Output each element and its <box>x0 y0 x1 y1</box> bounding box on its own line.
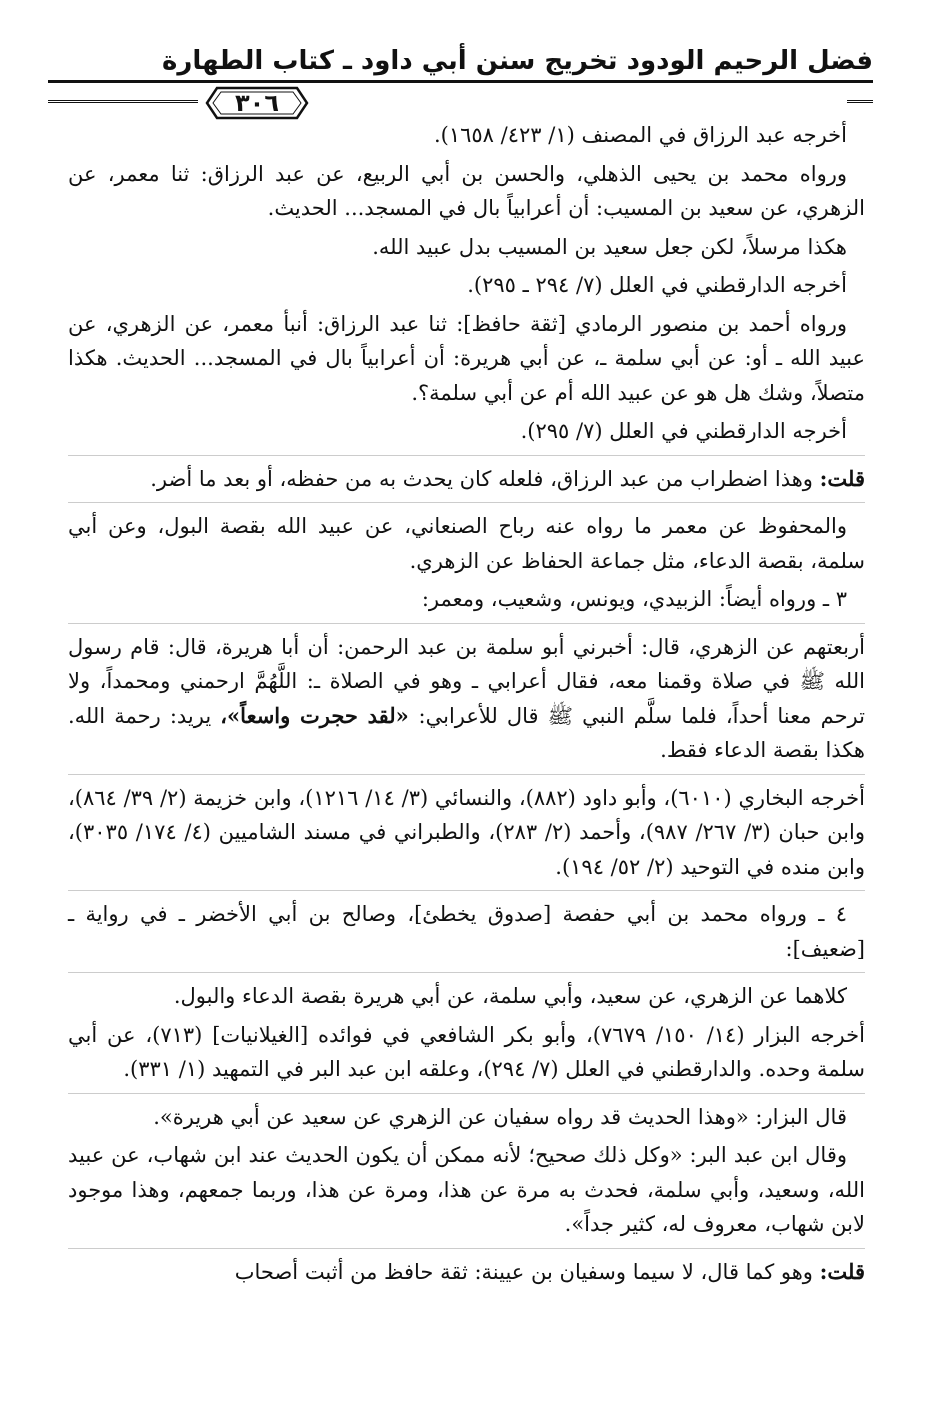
paragraph-11: أخرجه البخاري (٦٠١٠)، وأبو داود (٨٨٢)، والنسائي (٣/ ١٤/ ١٢١٦)، وابن خزيمة (٢/ ٣٩/ ٨٦٤)، وابن حبان (٣/ ٢٦٧/ ٩٨٧)، وأحمد (٢/ ٢٨٣)، والطبراني في مسند الشاميين (٤/ ١٧٤/ ٣٠٣٥)، وابن منده في التوحيد (٢/ ٥٢/ ١٩٤). <box>68 785 865 879</box>
divider <box>68 1248 865 1249</box>
header-rule-left <box>48 100 198 106</box>
divider <box>68 455 865 456</box>
paragraph-10-text: أربعتهم عن الزهري، قال: أخبرني أبو سلمة بن عبد الرحمن: أن أبا هريرة، قال: قام رسول الله ﷺ في صلاة وقمنا معه، فقال أعرابي ـ وهو في الصلاة ـ: اللَّهُمَّ ارحمني ومحمداً، ولا ترحم معنا أحداً، فلما سلَّم النبي ﷺ قال للأعرابي: <box>68 634 865 728</box>
divider <box>68 972 865 973</box>
paragraph-4: أخرجه الدارقطني في العلل (٧/ ٢٩٤ ـ ٢٩٥). <box>467 273 847 297</box>
paragraph-2: ورواه محمد بن يحيى الذهلي، والحسن بن أبي الربيع، عن عبد الرزاق: ثنا معمر، عن الزهري، عن سعيد بن المسيب: أن أعرابياً بال في المسجد... الحديث. <box>68 161 865 220</box>
paragraph-17-text: وهو كما قال، لا سيما وسفيان بن عيينة: ثقة حافظ من أثبت أصحاب <box>234 1259 820 1284</box>
page-body <box>68 118 865 1293</box>
paragraph-7 <box>68 462 865 497</box>
divider <box>68 774 865 775</box>
paragraph-9: ٣ ـ ورواه أيضاً: الزبيدي، ويونس، وشعيب، ومعمر: <box>421 587 847 611</box>
page-header <box>48 38 873 117</box>
paragraph-1: أخرجه عبد الرزاق في المصنف (١/ ٤٢٣/ ١٦٥٨). <box>433 123 847 147</box>
hadith-quote: «لقد حجرت واسعاً»، <box>220 702 419 728</box>
paragraph-10-end: يريد: رحمة الله. هكذا بقصة الدعاء فقط. <box>68 703 865 762</box>
paragraph-17 <box>68 1255 865 1290</box>
header-rule <box>48 80 873 83</box>
paragraph-15: قال البزار: «وهذا الحديث قد رواه سفيان عن الزهري عن سعيد عن أبي هريرة». <box>153 1104 847 1129</box>
divider <box>68 502 865 503</box>
page-number-frame <box>203 84 311 122</box>
divider <box>68 890 865 891</box>
qult-label: قلت: <box>819 1258 865 1284</box>
paragraph-12: ٤ ـ ورواه محمد بن أبي حفصة [صدوق يخطئ]، وصالح بن أبي الأخضر ـ في رواية ـ [ضعيف]: <box>68 902 865 961</box>
paragraph-3: هكذا مرسلاً، لكن جعل سعيد بن المسيب بدل عبيد الله. <box>372 234 847 259</box>
paragraph-10 <box>68 630 865 768</box>
header-rule-right <box>847 100 873 106</box>
paragraph-14: أخرجه البزار (١٤/ ١٥٠/ ٧٦٧٩)، وأبو بكر الشافعي في فوائده [الغيلانيات] (٧١٣)، عن أبي سلمة وحده. والدارقطني في العلل (٧/ ٢٩٤)، وعلقه ابن عبد البر في التمهيد (١/ ٣٣١). <box>68 1022 865 1081</box>
page-number: ٣٠٦ <box>235 89 279 117</box>
paragraph-13: كلاهما عن الزهري، عن سعيد، وأبي سلمة، عن أبي هريرة بقصة الدعاء والبول. <box>173 984 847 1008</box>
divider <box>68 623 865 624</box>
divider <box>68 1093 865 1094</box>
paragraph-16: وقال ابن عبد البر: «وكل ذلك صحيح؛ لأنه ممكن أن يكون الحديث عند ابن شهاب، عن عبيد الله، وسعيد، وأبي سلمة، فحدث به مرة عن هذا، ومرة عن هذا، وربما جمعهم، وهذا موجود لابن شهاب، معروف له، كثير جداً». <box>68 1143 865 1236</box>
qult-label: قلت: <box>819 465 865 491</box>
paragraph-6: أخرجه الدارقطني في العلل (٧/ ٢٩٥). <box>520 419 847 443</box>
paragraph-8: والمحفوظ عن معمر ما رواه عنه رباح الصنعاني، عن عبيد الله بقصة البول، وعن أبي سلمة، بقصة الدعاء، مثل جماعة الحفاظ عن الزهري. <box>68 514 865 573</box>
paragraph-7-text: وهذا اضطراب من عبد الرزاق، فلعله كان يحدث به من حفظه، أو بعد ما أضر. <box>150 466 820 491</box>
paragraph-5: ورواه أحمد بن منصور الرمادي [ثقة حافظ]: ثنا عبد الرزاق: أنبأ معمر، عن الزهري، عن عبيد الله ـ أو: عن أبي سلمة ـ، عن أبي هريرة: أن أعرابياً بال في المسجد... الحديث. هكذا متصلاً، وشك هل هو عن عبيد الله أم عن أبي سلمة؟. <box>68 311 865 405</box>
running-title: فضل الرحيم الودود تخريج سنن أبي داود ـ كتاب الطهارة <box>162 46 873 76</box>
